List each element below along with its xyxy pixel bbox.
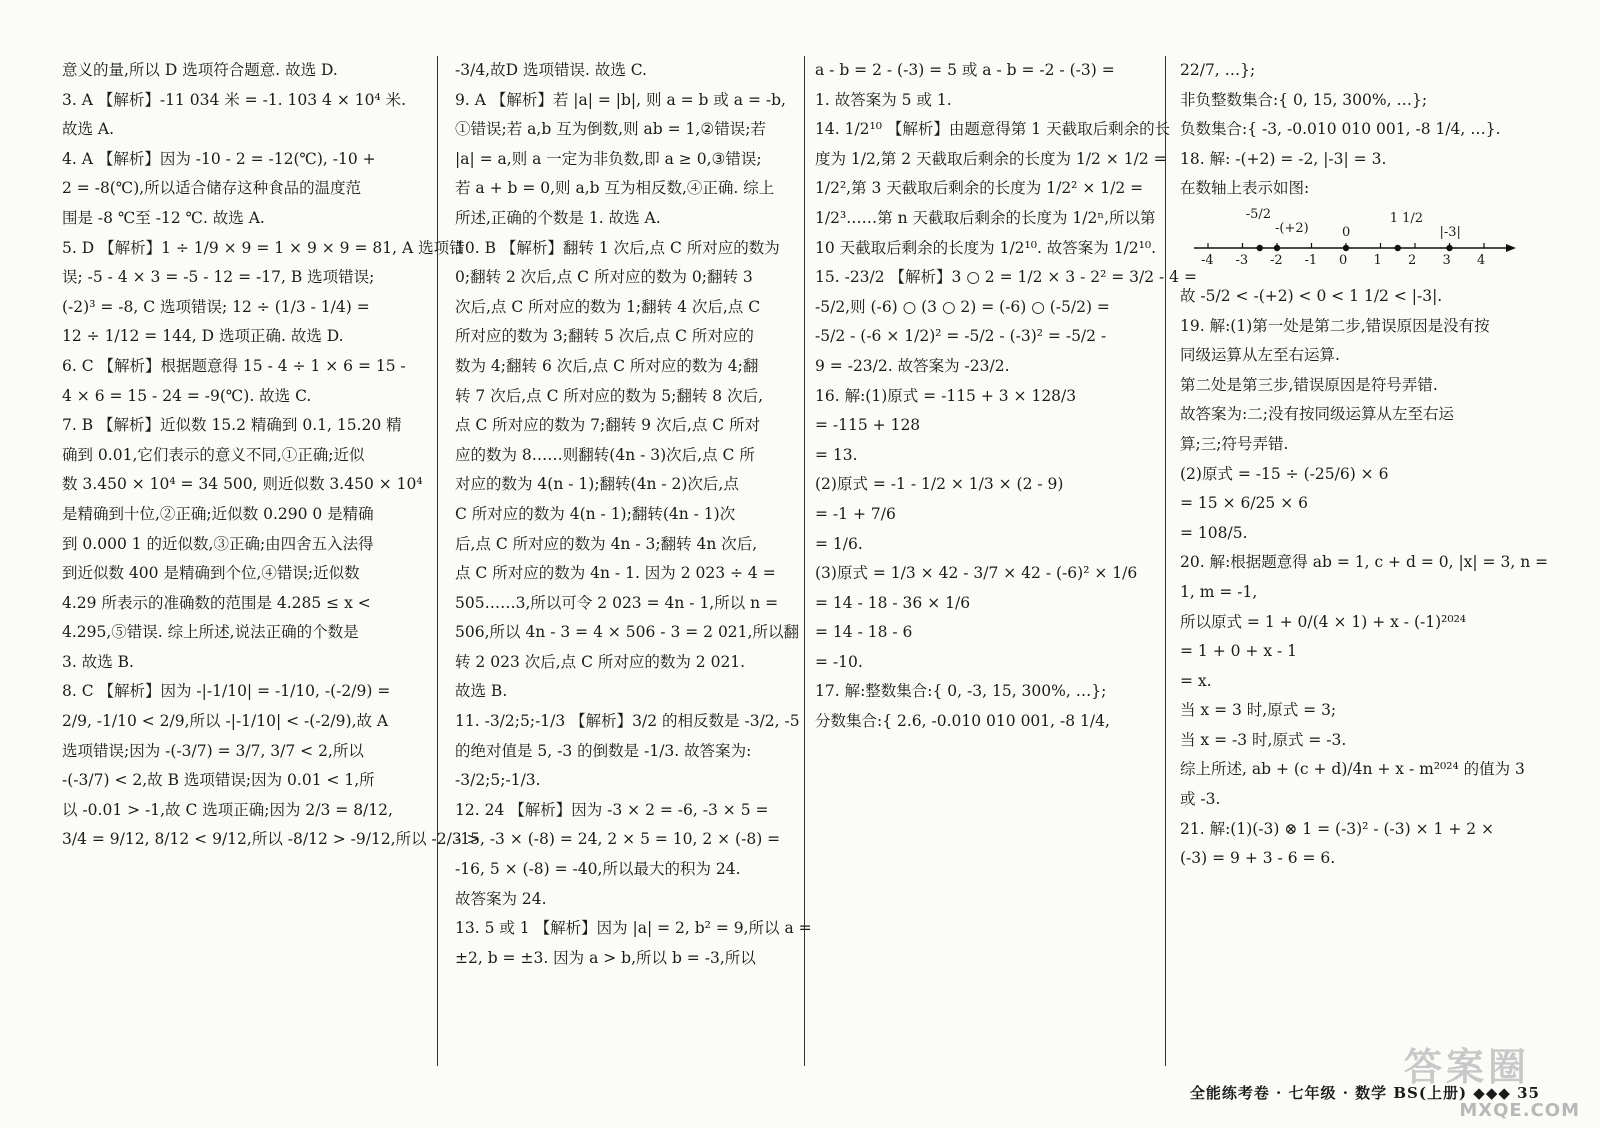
text-line: 8. C 【解析】因为 -|-1/10| = -1/10, -(-2/9) =	[62, 682, 391, 701]
text-line: 12 ÷ 1/12 = 144, D 选项正确. 故选 D.	[62, 327, 344, 346]
text-line: 是精确到十位,②正确;近似数 0.290 0 是精确	[62, 504, 374, 523]
text-line: 选项错误;因为 -(-3/7) = 3/7, 3/7 < 2,所以	[62, 741, 364, 760]
text-line: -5/2 - (-6 × 1/2)² = -5/2 - (-3)² = -5/2 -	[815, 327, 1107, 346]
text-line: (-3) = 9 + 3 - 6 = 6.	[1180, 849, 1336, 868]
text-line: 17. 解:整数集合:{ 0, -3, 15, 300%, …};	[815, 682, 1107, 701]
text-line: 13. 5 或 1 【解析】因为 |a| = 2, b² = 9,所以 a =	[455, 919, 812, 938]
text-line: 18. 解: -(+2) = -2, |-3| = 3.	[1180, 149, 1387, 168]
text-line: = 14 - 18 - 36 × 1/6	[815, 593, 971, 612]
text-line: 3. A 【解析】-11 034 米 = -1. 103 4 × 10⁴ 米.	[62, 90, 407, 109]
tick-label: 1	[1373, 252, 1382, 268]
text-line: = -115 + 128	[815, 416, 921, 435]
text-line: = 13.	[815, 445, 858, 464]
text-line: 转 2 023 次后,点 C 所对应的数为 2 021.	[455, 652, 746, 671]
point-marker	[1395, 245, 1401, 251]
text-line: 505……3,所以可令 2 023 = 4n - 1,所以 n =	[455, 593, 779, 612]
text-line: 0;翻转 2 次后,点 C 所对应的数为 0;翻转 3	[455, 268, 753, 287]
text-line: = -10.	[815, 652, 863, 671]
text-line: ±2, b = ±3. 因为 a > b,所以 b = -3,所以	[455, 948, 756, 967]
column-2	[455, 56, 812, 1066]
text-line: 20. 解:根据题意得 ab = 1, c + d = 0, |x| = 3, n =	[1180, 553, 1549, 572]
text-line: -16, 5 × (-8) = -40,所以最大的积为 24.	[455, 860, 741, 879]
text-line: 分数集合:{ 2.6, -0.010 010 001, -8 1/4,	[815, 712, 1110, 731]
text-line: 1. 故答案为 5 或 1.	[815, 90, 952, 109]
column-4	[1180, 56, 1549, 1066]
text-line: 10. B 【解析】翻转 1 次后,点 C 所对应的数为	[455, 238, 780, 257]
text-line: 应的数为 8……则翻转(4n - 3)次后,点 C 所	[455, 445, 755, 464]
text-line: 数 3.450 × 10⁴ = 34 500, 则近似数 3.450 × 10⁴	[62, 475, 423, 494]
point-label: 1 1/2	[1389, 210, 1424, 226]
text-line: = 14 - 18 - 6	[815, 623, 913, 642]
text-line: = x.	[1180, 671, 1212, 690]
watermark-logo: 答案圈	[1403, 1045, 1530, 1089]
text-line: 9. A 【解析】若 |a| = |b|, 则 a = b 或 a = -b,	[455, 90, 786, 109]
text-line: 5. D 【解析】1 ÷ 1/9 × 9 = 1 × 9 × 9 = 81, A 选项错	[62, 238, 465, 257]
page-footer: 全能练考卷 · 七年级 · 数学 BS(上册) ◆◆◆ 35	[1189, 1084, 1540, 1102]
text-line: 同级运算从左至右运算.	[1180, 346, 1340, 365]
text-line: 1, m = -1,	[1180, 582, 1258, 601]
text-line: = 108/5.	[1180, 523, 1248, 542]
text-line: 在数轴上表示如图:	[1180, 179, 1310, 198]
text-line: 或 -3.	[1180, 790, 1221, 809]
text-line: -3/4,故D 选项错误. 故选 C.	[455, 61, 647, 79]
text-line: 所对应的数为 3;翻转 5 次后,点 C 所对应的	[455, 327, 754, 346]
column-1	[62, 56, 480, 1066]
point-marker	[1343, 245, 1349, 251]
text-line: 非负整数集合:{ 0, 15, 300%, …};	[1180, 90, 1428, 109]
text-line: 所以原式 = 1 + 0/(4 × 1) + x - (-1)²⁰²⁴	[1180, 612, 1467, 631]
column-divider	[437, 56, 438, 1066]
text-line: 15. -23/2 【解析】3 ○ 2 = 1/2 × 3 - 2² = 3/2 - 4 =	[815, 268, 1197, 287]
column-3	[815, 56, 1197, 1066]
text-line: 所述,正确的个数是 1. 故选 A.	[455, 208, 661, 227]
text-line: 当 x = -3 时,原式 = -3.	[1180, 730, 1347, 749]
number-line-figure	[1190, 204, 1520, 280]
text-line: 到近似数 400 是精确到个位,④错误;近似数	[62, 564, 360, 583]
text-line: -15, -3 × (-8) = 24, 2 × 5 = 10, 2 × (-8) =	[455, 830, 781, 849]
text-line: 算;三;符号弄错.	[1180, 434, 1289, 453]
tick-label: -1	[1304, 252, 1318, 268]
watermark-url: MXQE.COM	[1459, 1100, 1580, 1121]
text-line: 确到 0.01,它们表示的意义不同,①正确;近似	[62, 445, 365, 464]
text-line: 506,所以 4n - 3 = 4 × 506 - 3 = 2 021,所以翻	[455, 623, 799, 642]
text-line: 6. C 【解析】根据题意得 15 - 4 ÷ 1 × 6 = 15 -	[62, 356, 406, 375]
text-line: 12. 24 【解析】因为 -3 × 2 = -6, -3 × 5 =	[455, 800, 769, 819]
text-line: |a| = a,则 a 一定为非负数,即 a ≥ 0,③错误;	[455, 149, 762, 168]
text-line: 3/4 = 9/12, 8/12 < 9/12,所以 -8/12 > -9/12,所以 -2/3 >	[62, 830, 480, 849]
text-line: C 所对应的数为 4(n - 1);翻转(4n - 1)次	[455, 504, 736, 523]
number-line	[1190, 204, 1520, 280]
text-line: 次后,点 C 所对应的数为 1;翻转 4 次后,点 C	[455, 297, 761, 316]
text-line: 到 0.000 1 的近似数,③正确;由四舍五入法得	[62, 534, 374, 553]
text-line: 数为 4;翻转 6 次后,点 C 所对应的数为 4;翻	[455, 356, 759, 375]
text-line: 综上所述, ab + (c + d)/4n + x - m²⁰²⁴ 的值为 3	[1180, 760, 1525, 779]
column-divider	[1165, 56, 1166, 1066]
text-line: 10 天截取后剩余的长度为 1/2¹⁰. 故答案为 1/2¹⁰.	[815, 238, 1157, 257]
text-line: 点 C 所对应的数为 4n - 1. 因为 2 023 ÷ 4 =	[455, 564, 776, 583]
text-line: 1/2³……第 n 天截取后剩余的长度为 1/2ⁿ,所以第	[815, 208, 1156, 227]
text-line: = 1 + 0 + x - 1	[1180, 642, 1298, 661]
text-line: 19. 解:(1)第一处是第二步,错误原因是没有按	[1180, 316, 1490, 335]
axis-arrow	[1506, 244, 1516, 252]
tick-label: 2	[1408, 252, 1417, 268]
point-label: |-3|	[1439, 224, 1461, 240]
text-line: 负数集合:{ -3, -0.010 010 001, -8 1/4, …}.	[1180, 120, 1501, 139]
text-line: 2/9, -1/10 < 2/9,所以 -|-1/10| < -(-2/9),故 A	[62, 712, 389, 731]
text-line: 7. B 【解析】近似数 15.2 精确到 0.1, 15.20 精	[62, 416, 402, 435]
text-line: 对应的数为 4(n - 1);翻转(4n - 2)次后,点	[455, 475, 739, 494]
text-line: 故选 A.	[62, 120, 115, 139]
text-line: -3/2;5;-1/3.	[455, 771, 541, 790]
text-line: 2 = -8(℃),所以适合储存这种食品的温度范	[62, 179, 362, 198]
tick-label: 0	[1339, 252, 1348, 268]
text-line: 11. -3/2;5;-1/3 【解析】3/2 的相反数是 -3/2, -5	[455, 712, 800, 731]
tick-label: 4	[1477, 252, 1486, 268]
text-line: 故答案为:二;没有按同级运算从左至右运	[1180, 405, 1454, 424]
text-line: a - b = 2 - (-3) = 5 或 a - b = -2 - (-3) =	[815, 61, 1115, 79]
text-line: -(-3/7) < 2,故 B 选项错误;因为 0.01 < 1,所	[62, 771, 375, 790]
point-label: -(+2)	[1275, 220, 1309, 236]
tick-label: -4	[1201, 252, 1214, 268]
text-line: 4.295,⑤错误. 综上所述,说法正确的个数是	[62, 623, 359, 642]
text-line: 后,点 C 所对应的数为 4n - 3;翻转 4n 次后,	[455, 534, 758, 553]
text-line: (2)原式 = -1 - 1/2 × 1/3 × (2 - 9)	[815, 475, 1064, 494]
text-line: 14. 1/2¹⁰ 【解析】由题意得第 1 天截取后剩余的长	[815, 120, 1171, 139]
point-label: -5/2	[1245, 206, 1272, 222]
text-line: 点 C 所对应的数为 7;翻转 9 次后,点 C 所对	[455, 416, 761, 435]
text-line: 当 x = 3 时,原式 = 3;	[1180, 701, 1337, 720]
tick-label: -3	[1235, 252, 1249, 268]
text-line: 9 = -23/2. 故答案为 -23/2.	[815, 356, 1010, 375]
text-line: (3)原式 = 1/3 × 42 - 3/7 × 42 - (-6)² × 1/6	[815, 564, 1138, 583]
text-line: 的绝对值是 5, -3 的倒数是 -1/3. 故答案为:	[455, 741, 752, 760]
point-label: 0	[1342, 224, 1351, 240]
tick-label: 3	[1442, 252, 1451, 268]
text-line: -5/2,则 (-6) ○ (3 ○ 2) = (-6) ○ (-5/2) =	[815, 297, 1110, 316]
point-marker	[1274, 245, 1280, 251]
point-marker	[1257, 245, 1263, 251]
tick-label: -2	[1270, 252, 1283, 268]
text-line: 4.29 所表示的准确数的范围是 4.285 ≤ x <	[62, 593, 371, 612]
text-line: 若 a + b = 0,则 a,b 互为相反数,④正确. 综上	[455, 179, 775, 198]
text-line: 故答案为 24.	[455, 889, 547, 908]
text-line: 故选 B.	[455, 682, 508, 701]
text-line: 16. 解:(1)原式 = -115 + 3 × 128/3	[815, 386, 1077, 405]
text-line: 以 -0.01 > -1,故 C 选项正确;因为 2/3 = 8/12,	[62, 800, 393, 819]
text-line: 转 7 次后,点 C 所对应的数为 5;翻转 8 次后,	[455, 386, 764, 405]
text-line: 4. A 【解析】因为 -10 - 2 = -12(℃), -10 +	[62, 149, 376, 168]
text-line: 1/2²,第 3 天截取后剩余的长度为 1/2² × 1/2 =	[815, 179, 1144, 198]
text-line: 21. 解:(1)(-3) ⊗ 1 = (-3)² - (-3) × 1 + 2 ×	[1180, 819, 1495, 838]
text-line: 度为 1/2,第 2 天截取后剩余的长度为 1/2 × 1/2 =	[815, 149, 1167, 168]
column-divider	[804, 56, 805, 1066]
text-line: 第二处是第三步,错误原因是符号弄错.	[1180, 375, 1438, 394]
text-line: 误; -5 - 4 × 3 = -5 - 12 = -17, B 选项错误;	[62, 268, 375, 287]
text-line: 围是 -8 ℃至 -12 ℃. 故选 A.	[62, 208, 265, 227]
text-line: (-2)³ = -8, C 选项错误; 12 ÷ (1/3 - 1/4) =	[62, 297, 370, 316]
text-line: ①错误;若 a,b 互为倒数,则 ab = 1,②错误;若	[455, 120, 766, 139]
text-line: 3. 故选 B.	[62, 652, 134, 671]
text-line: 意义的量,所以 D 选项符合题意. 故选 D.	[62, 61, 338, 79]
point-marker	[1446, 245, 1452, 251]
text-line: (2)原式 = -15 ÷ (-25/6) × 6	[1180, 464, 1389, 483]
text-line: = -1 + 7/6	[815, 504, 896, 523]
text-line: 22/7, …};	[1180, 61, 1256, 79]
text-line: = 1/6.	[815, 534, 863, 553]
text-line: = 15 × 6/25 × 6	[1180, 494, 1308, 513]
text-line: 4 × 6 = 15 - 24 = -9(℃). 故选 C.	[62, 386, 312, 405]
text-line: 故 -5/2 < -(+2) < 0 < 1 1/2 < |-3|.	[1180, 286, 1443, 305]
